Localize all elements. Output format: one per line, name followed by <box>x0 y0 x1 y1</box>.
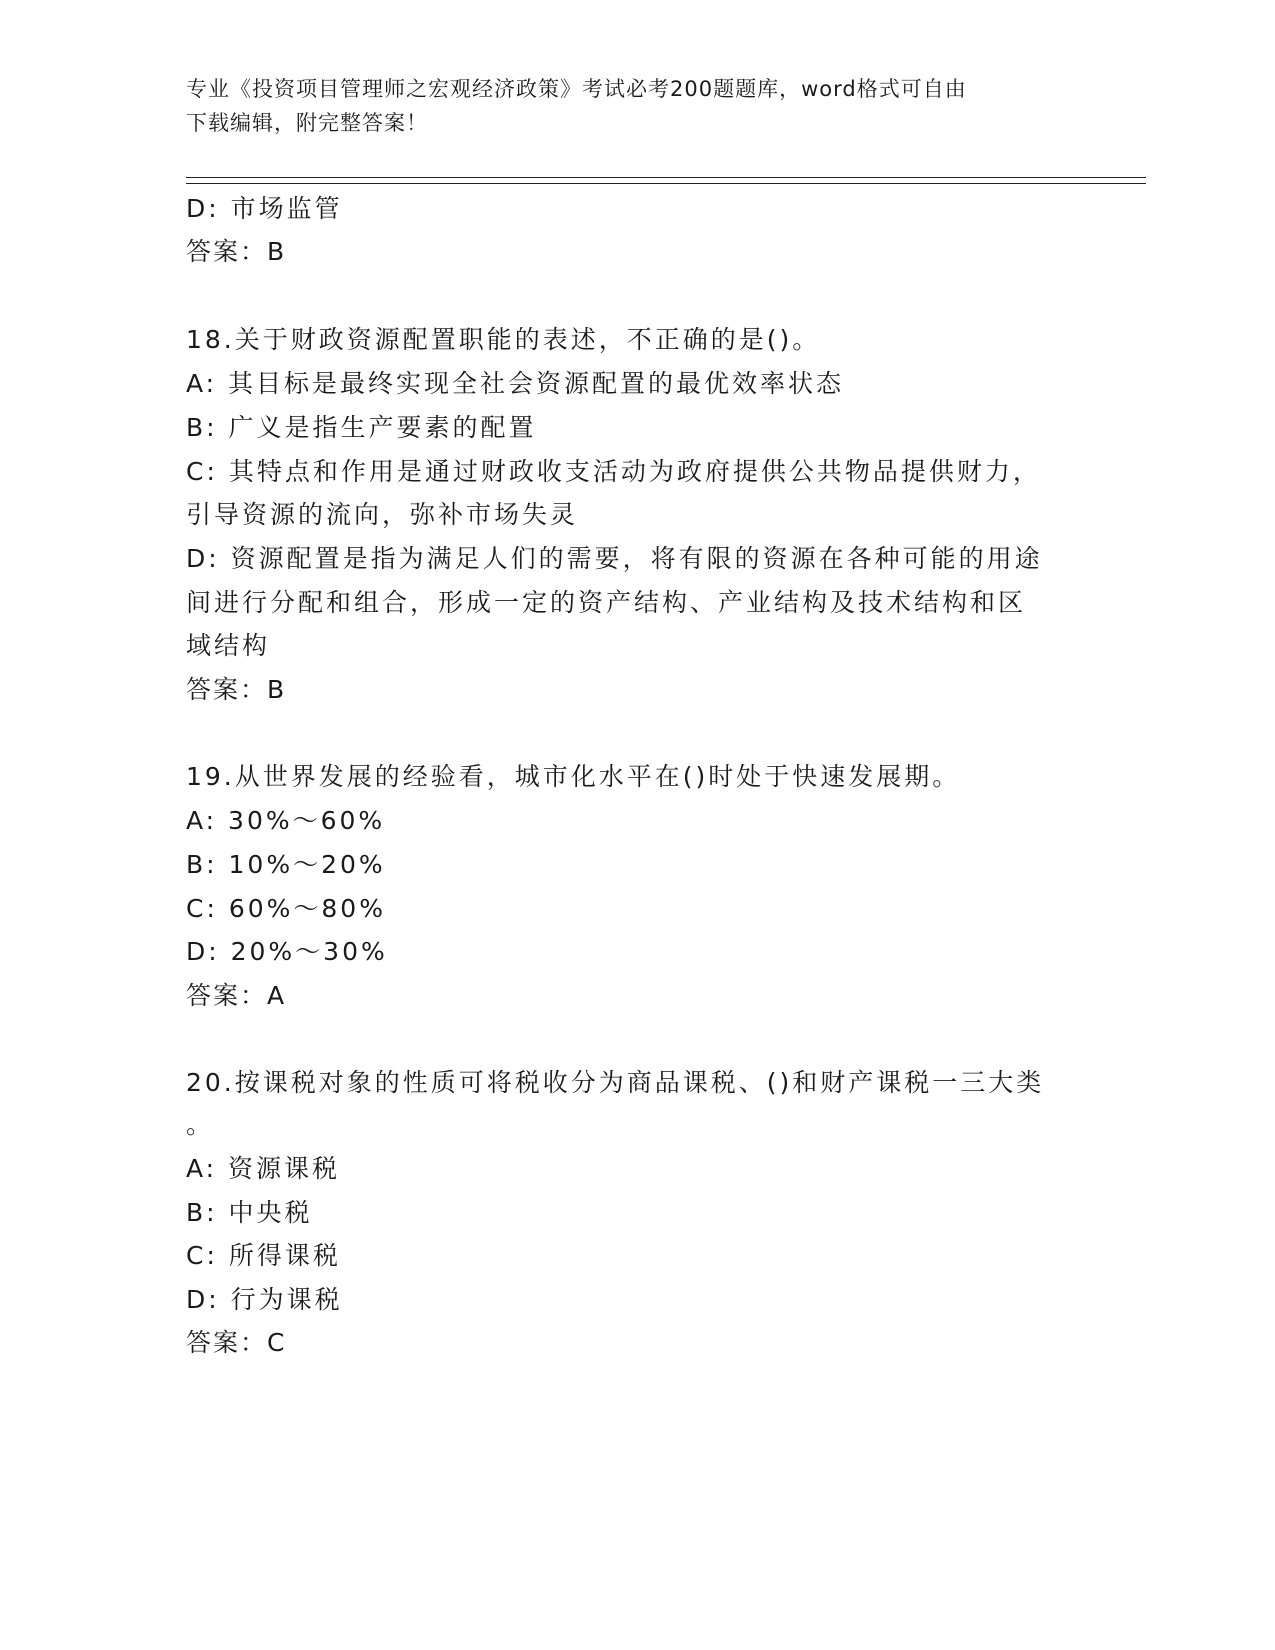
q18-option-a: A: 其目标是最终实现全社会资源配置的最优效率状态 <box>186 369 845 398</box>
q20-option-d: D: 行为课税 <box>186 1285 343 1314</box>
q19-answer: 答案：A <box>186 981 287 1010</box>
q18-option-d-line1: D: 资源配置是指为满足人们的需要，将有限的资源在各种可能的用途 <box>186 544 1043 573</box>
q19-option-b: B: 10%～20% <box>186 850 386 879</box>
document-header <box>186 72 1066 140</box>
q19-option-a: A: 30%～60% <box>186 806 386 835</box>
header-rule-top <box>186 177 1146 178</box>
q19-option-d: D: 20%～30% <box>186 937 388 966</box>
q20-stem-line2: 。 <box>186 1110 215 1139</box>
q19-option-c: C: 60%～80% <box>186 894 386 923</box>
q18-option-d-line2: 间进行分配和组合，形成一定的资产结构、产业结构及技术结构和区 <box>186 588 1027 617</box>
q17-answer: 答案：B <box>186 237 287 266</box>
header-line-2: 下载编辑，附完整答案！ <box>186 111 428 135</box>
header-rule-bottom <box>186 183 1146 184</box>
q20-option-b: B: 中央税 <box>186 1198 313 1227</box>
header-line-1: 专业《投资项目管理师之宏观经济政策》考试必考200题题库，word格式可自由 <box>186 77 967 101</box>
q20-answer: 答案：C <box>186 1328 287 1357</box>
q18-option-c-line2: 引导资源的流向，弥补市场失灵 <box>186 500 579 529</box>
q18-option-c-line1: C: 其特点和作用是通过财政收支活动为政府提供公共物品提供财力， <box>186 457 1041 486</box>
q18-option-d-line3: 域结构 <box>186 631 271 660</box>
q20-stem-line1: 20.按课税对象的性质可将税收分为商品课税、()和财产课税一三大类 <box>186 1068 1045 1097</box>
q19-stem: 19.从世界发展的经验看，城市化水平在()时处于快速发展期。 <box>186 762 961 791</box>
q17-option-d: D: 市场监管 <box>186 194 343 223</box>
q20-option-c: C: 所得课税 <box>186 1241 341 1270</box>
q18-answer: 答案：B <box>186 675 287 704</box>
q18-stem: 18.关于财政资源配置职能的表述，不正确的是()。 <box>186 325 821 354</box>
q18-option-b: B: 广义是指生产要素的配置 <box>186 413 537 442</box>
q20-option-a: A: 资源课税 <box>186 1154 341 1183</box>
